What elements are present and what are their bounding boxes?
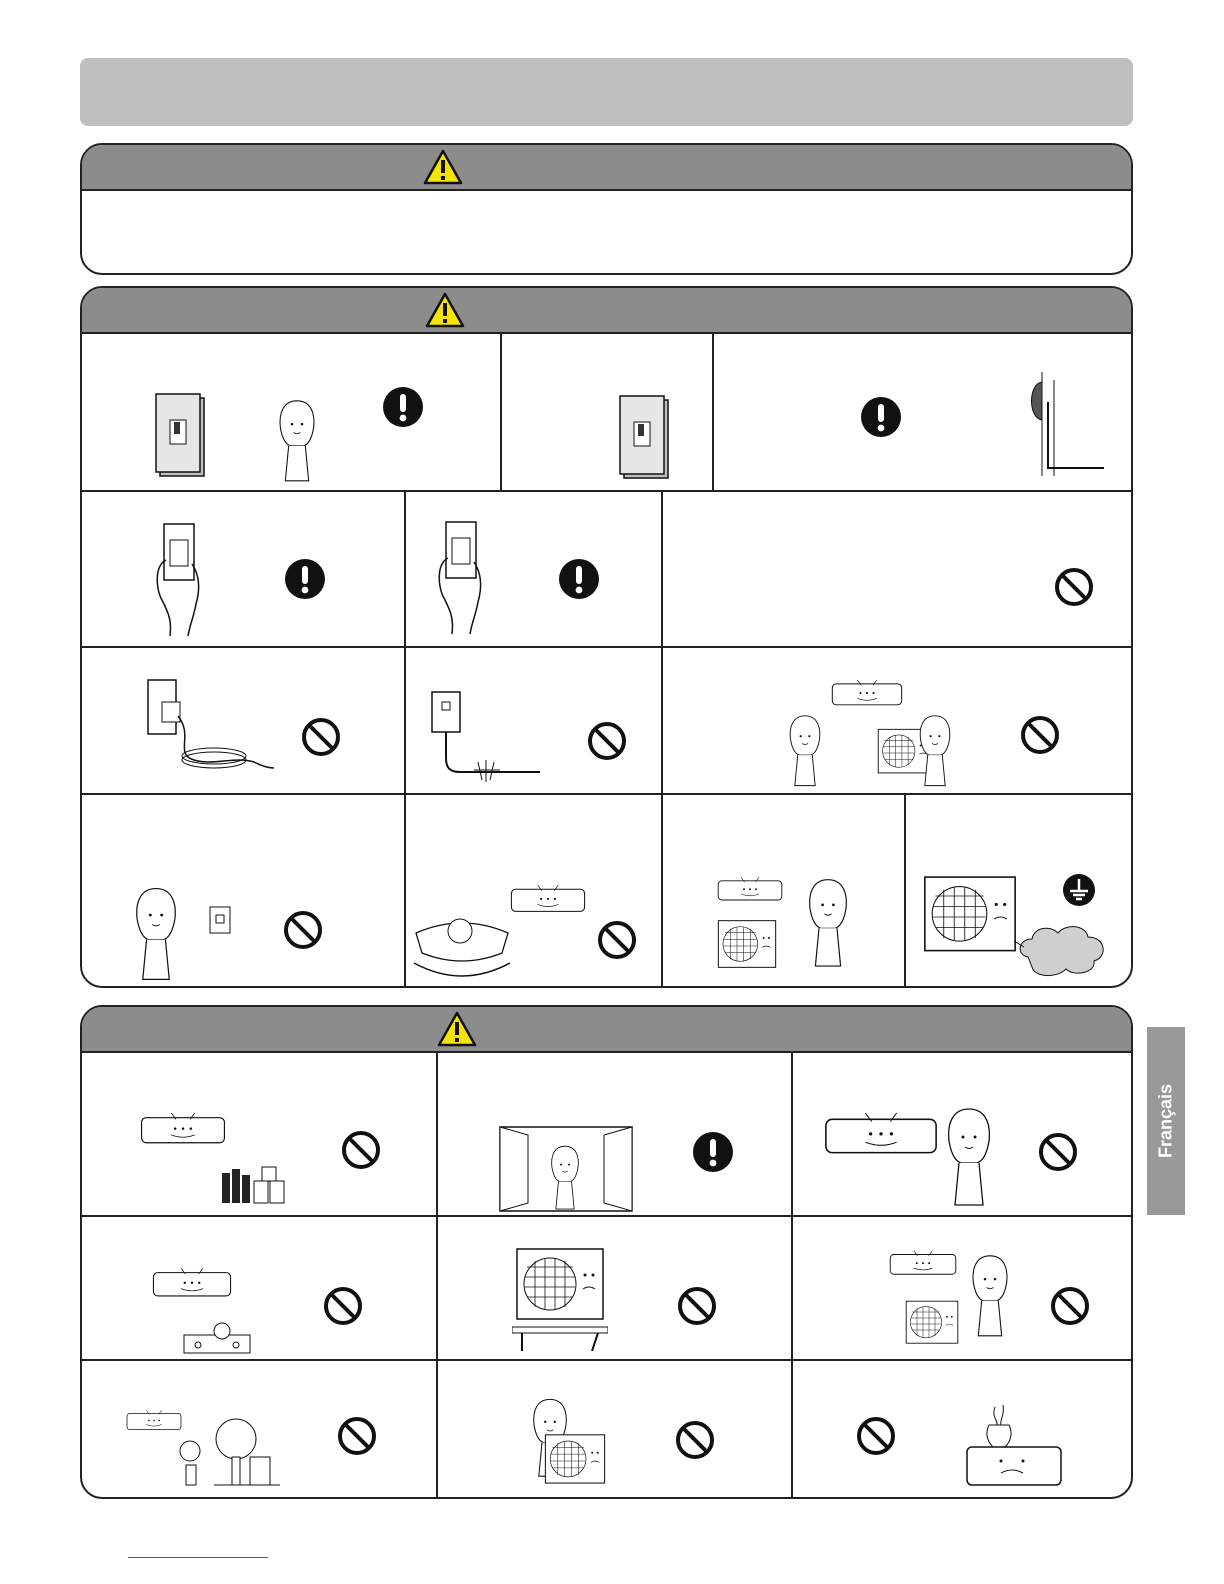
caution-cell-ventilate bbox=[438, 1053, 791, 1215]
caution-cell-plants bbox=[793, 1217, 1133, 1359]
indoor-unit-illustration bbox=[510, 883, 586, 919]
exclamation-circle-icon bbox=[382, 386, 424, 428]
person-illustration bbox=[272, 394, 322, 486]
outdoor-unit-illustration bbox=[905, 1299, 959, 1349]
prohibited-circle-icon bbox=[282, 909, 324, 951]
cord-illustration bbox=[134, 676, 274, 782]
caution-cell-objects-on-unit bbox=[793, 1361, 1133, 1499]
person-illustration bbox=[542, 1141, 588, 1213]
warning-panel bbox=[80, 286, 1133, 988]
indoor-unit-illustration bbox=[823, 1111, 939, 1163]
speech-cloud-illustration bbox=[1014, 917, 1110, 981]
caution-cell-weak-stand bbox=[438, 1217, 791, 1359]
prohibited-circle-icon bbox=[855, 1415, 897, 1457]
warning-panel-header bbox=[82, 288, 1131, 334]
exclamation-circle-icon bbox=[558, 558, 600, 600]
warning-cell-circuit-breaker bbox=[82, 334, 500, 490]
indoor-unit-illustration bbox=[831, 678, 903, 712]
person-illustration bbox=[801, 867, 855, 977]
person-illustration bbox=[965, 1247, 1015, 1343]
prohibited-circle-icon bbox=[596, 919, 638, 961]
prohibited-circle-icon bbox=[340, 1129, 382, 1171]
child-illustration bbox=[913, 710, 957, 790]
indoor-unit-illustration bbox=[717, 871, 783, 911]
notice-panel-header bbox=[82, 145, 1131, 191]
outlet-illustration bbox=[208, 905, 236, 935]
outdoor-unit-illustration bbox=[544, 1433, 606, 1489]
outdoor-unit-illustration bbox=[920, 875, 1020, 959]
plants-illustration bbox=[176, 1417, 280, 1489]
warning-triangle-icon bbox=[437, 1011, 477, 1047]
caution-cell-animals-plants bbox=[82, 1361, 436, 1499]
caution-cell-heater bbox=[82, 1217, 436, 1359]
baby-cradle-illustration bbox=[412, 893, 512, 977]
language-tab[interactable] bbox=[1147, 1027, 1185, 1215]
switch-illustration bbox=[154, 392, 214, 482]
warning-cell-bundled-cord bbox=[82, 648, 404, 793]
warning-cell-damaged-cord bbox=[406, 648, 661, 793]
warning-triangle-icon bbox=[423, 149, 463, 185]
warning-cell-wet-hands bbox=[82, 795, 404, 988]
caution-cell-touch-unit bbox=[793, 1053, 1133, 1215]
damaged-cord-illustration bbox=[430, 688, 540, 788]
person-illustration bbox=[939, 1101, 999, 1211]
warning-cell-dedicated-switch bbox=[502, 334, 712, 490]
prohibited-circle-icon bbox=[1019, 714, 1061, 756]
warning-cell-grounding bbox=[906, 795, 1133, 988]
prohibited-circle-icon bbox=[1053, 566, 1095, 608]
caution-panel-header bbox=[82, 1007, 1131, 1053]
indoor-unit-illustration bbox=[126, 1407, 182, 1437]
child-illustration bbox=[783, 710, 827, 790]
vase-on-unit-illustration bbox=[965, 1403, 1063, 1489]
warning-cell-outlet-obstruct bbox=[663, 795, 904, 988]
warning-cell-children-play bbox=[663, 648, 1133, 793]
indoor-unit-illustration bbox=[152, 1261, 232, 1309]
warning-triangle-icon bbox=[425, 292, 465, 328]
caution-panel bbox=[80, 1005, 1133, 1499]
ground-symbol-icon bbox=[1058, 869, 1100, 911]
indoor-unit-illustration bbox=[889, 1247, 957, 1283]
warning-cell-prohibited-1 bbox=[663, 492, 1133, 646]
language-tab-label: Français bbox=[1155, 1083, 1176, 1159]
warning-cell-plug-insert bbox=[82, 492, 404, 646]
switch-illustration bbox=[618, 394, 678, 484]
bottles-illustration bbox=[218, 1161, 298, 1207]
footer-link-underline bbox=[128, 1557, 268, 1558]
prohibited-circle-icon bbox=[674, 1419, 716, 1461]
exclamation-circle-icon bbox=[284, 558, 326, 600]
caution-cell-stand-on-unit bbox=[438, 1361, 791, 1499]
outdoor-unit-illustration bbox=[717, 919, 777, 973]
prohibited-circle-icon bbox=[322, 1285, 364, 1327]
stove-illustration bbox=[182, 1321, 252, 1357]
prohibited-circle-icon bbox=[300, 716, 342, 758]
plug-hand-illustration bbox=[426, 516, 506, 640]
warning-cell-plug-remove bbox=[406, 492, 661, 646]
prohibited-circle-icon bbox=[1049, 1285, 1091, 1327]
warning-cell-cold-air-baby bbox=[406, 795, 661, 988]
plug-hand-illustration bbox=[144, 518, 224, 642]
wall-pipe-illustration bbox=[1024, 372, 1104, 476]
indoor-unit-illustration bbox=[140, 1109, 226, 1153]
person-illustration bbox=[126, 881, 186, 985]
prohibited-circle-icon bbox=[676, 1285, 718, 1327]
notice-panel bbox=[80, 143, 1133, 275]
section-title-bar bbox=[80, 58, 1133, 126]
outdoor-unit-illustration bbox=[512, 1247, 608, 1351]
caution-cell-food-storage bbox=[82, 1053, 436, 1215]
exclamation-circle-icon bbox=[692, 1131, 734, 1173]
exclamation-circle-icon bbox=[860, 396, 902, 438]
prohibited-circle-icon bbox=[1037, 1131, 1079, 1173]
warning-cell-earth-connection bbox=[714, 334, 1133, 490]
prohibited-circle-icon bbox=[586, 720, 628, 762]
prohibited-circle-icon bbox=[336, 1415, 378, 1457]
